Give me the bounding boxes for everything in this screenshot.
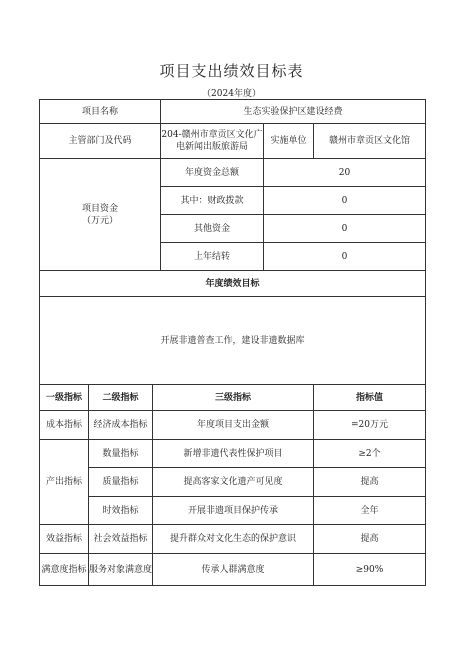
indicator-value: 提高 [314, 525, 425, 554]
document-title: 项目支出绩效目标表 [159, 62, 304, 80]
indicator-level1: 效益指标 [40, 525, 89, 554]
funds-item-label: 其中：财政拨款 [161, 187, 264, 215]
indicator-level3: 传承人群满意度 [153, 554, 314, 585]
indicator-level3: 新增非遗代表性保护项目 [153, 440, 314, 468]
funds-item-value: 0 [264, 215, 425, 243]
funds-item-label: 上年结转 [161, 243, 264, 271]
funds-item-label: 年度资金总额 [161, 159, 264, 187]
indicator-level2: 质量指标 [89, 468, 153, 497]
indicator-level2: 经济成本指标 [89, 411, 153, 440]
indicator-level3: 提高客家文化遗产可见度 [153, 468, 314, 497]
dept-value: 204-赣州市章贡区文化广电新闻出版旅游局 [161, 124, 264, 159]
project-name-value: 生态实验保护区建设经费 [161, 100, 425, 124]
fiscal-year: （2024年度） [202, 89, 261, 99]
indicator-value: 提高 [314, 468, 425, 497]
dept-label: 主管部门及代码 [40, 124, 161, 159]
annual-goal-header: 年度绩效目标 [40, 271, 425, 297]
indicator-value: 全年 [314, 497, 425, 525]
funds-item-label: 其他资金 [161, 215, 264, 243]
indicator-level3: 年度项目支出金额 [153, 411, 314, 440]
header-level2: 二级指标 [89, 385, 153, 411]
indicator-level3: 提升群众对文化生态的保护意识 [153, 525, 314, 554]
funds-label: 项目资金 （万元） [40, 159, 161, 271]
project-name-label: 项目名称 [40, 100, 161, 124]
indicator-level1: 成本指标 [40, 411, 89, 440]
header-level3: 三级指标 [153, 385, 314, 411]
indicator-level1: 产出指标 [40, 440, 89, 525]
impl-value: 赣州市章贡区文化馆 [314, 124, 425, 159]
indicator-value: ≥2个 [314, 440, 425, 468]
indicator-level2: 社会效益指标 [89, 525, 153, 554]
indicator-level3: 开展非遗项目保护传承 [153, 497, 314, 525]
funds-item-value: 20 [264, 159, 425, 187]
impl-label: 实施单位 [264, 124, 314, 159]
annual-goal-content: 开展非遗普查工作，建设非遗数据库 [40, 297, 425, 385]
header-level1: 一级指标 [40, 385, 89, 411]
header-value: 指标值 [314, 385, 425, 411]
performance-table [39, 99, 426, 586]
funds-item-value: 0 [264, 187, 425, 215]
indicator-value: ≥90% [355, 564, 384, 575]
indicator-level2: 服务对象满意度 [89, 554, 153, 585]
indicator-level2: 时效指标 [89, 497, 153, 525]
indicator-value: =20万元 [314, 411, 425, 440]
indicator-level1: 满意度指标 [40, 554, 89, 585]
indicator-level2: 数量指标 [89, 440, 153, 468]
funds-item-value: 0 [264, 243, 425, 271]
